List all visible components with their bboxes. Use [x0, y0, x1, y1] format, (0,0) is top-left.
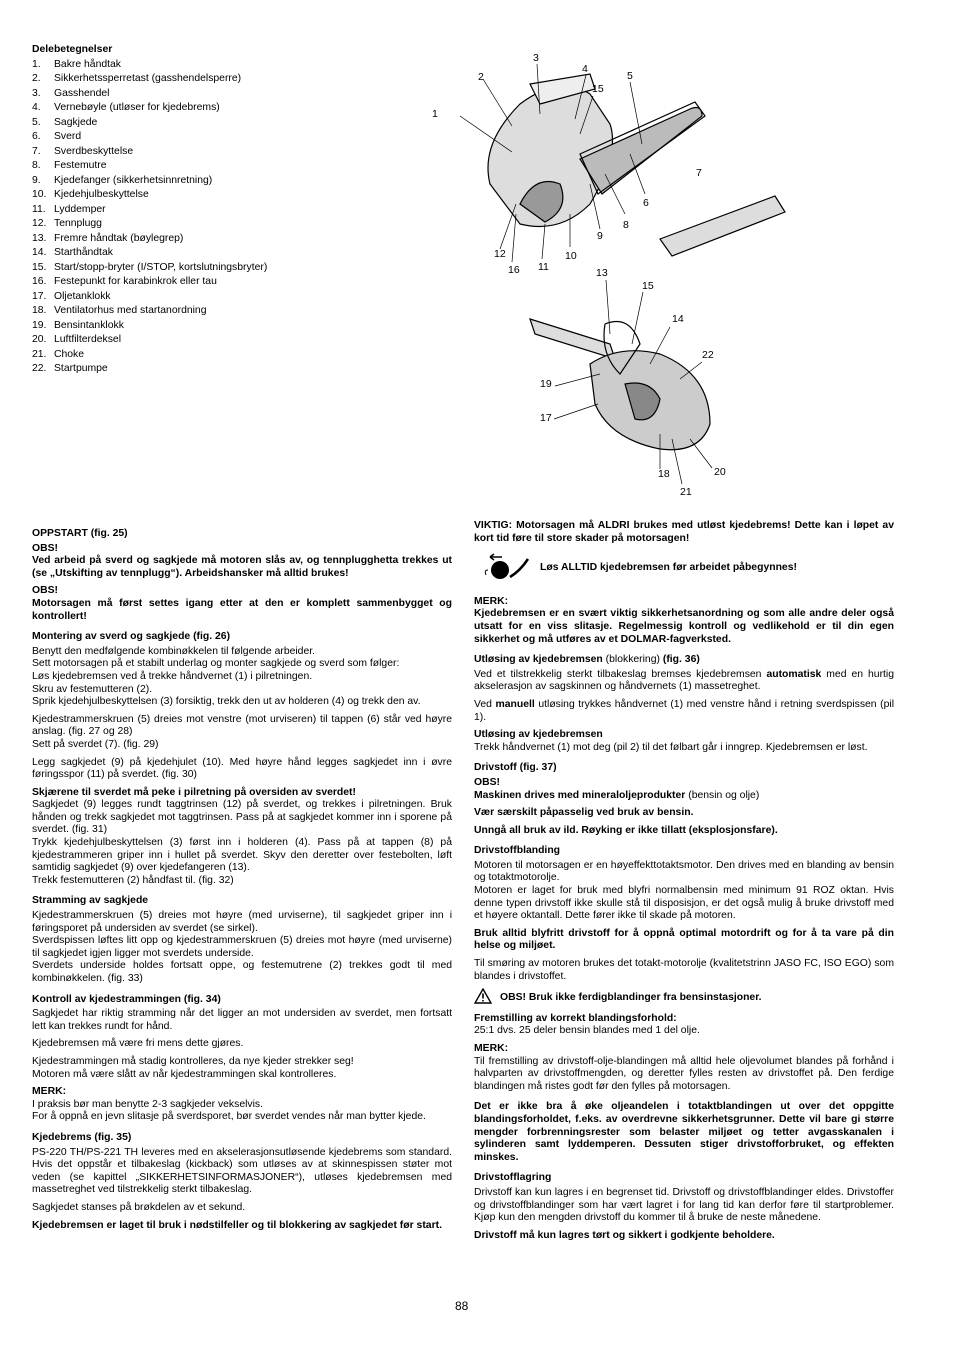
parts-list-item [32, 204, 392, 219]
merk-label: MERK: [474, 595, 509, 607]
fig-label: 19 [540, 378, 552, 390]
parts-list-item [32, 59, 392, 74]
parts-list-item [32, 334, 392, 349]
paragraph-bold: Drivstoff må kun lagres tørt og sikkert i godkjente beholdere. [474, 1229, 775, 1241]
paragraph: Motoren til motorsagen er en høyeffekttotaktsmotor. Den drives med en blanding av bensin og totaktmotorolje. Motoren er laget for bruk med blyfri normalbensin med minimum 91 ROZ oktan. Hvis denne typen drivstoff ikke skulle stå til disposisjon, er det også mulig å bruke drivstoff med et høyere oktantall. Dette fører ikke til skade på motoren. [474, 859, 894, 922]
part-name: Oljetanklokk [54, 290, 111, 302]
parts-list-item [32, 247, 392, 262]
part-name: Luftfilterdeksel [54, 334, 121, 346]
paragraph: Kjedebremsen må være fri mens dette gjøres. [32, 1038, 244, 1050]
paragraph: I praksis bør man benytte 2-3 sagkjeder vekselvis. For å oppnå en jevn slitasje på sverdsporet, bør sverdet vendes når man bytter kjede. [32, 1098, 426, 1123]
part-name: Bensintanklokk [54, 319, 124, 331]
merk-label: MERK: [474, 1043, 509, 1054]
part-number: 18. [32, 305, 47, 317]
heading-montering: Montering av sverd og sagkjede (fig. 26) [32, 631, 231, 643]
obs-text: Motorsagen må først settes igang etter at den er komplett sammenbygget og kontrollert! [32, 597, 452, 622]
parts-list-item [32, 88, 392, 103]
parts-list-item [32, 189, 392, 204]
part-number: 13. [32, 232, 47, 244]
fuel-warning-text: OBS! Bruk ikke ferdigblandinger fra bensinstasjoner. [500, 992, 762, 1004]
part-number: 19. [32, 319, 47, 331]
parts-items [32, 59, 392, 378]
parts-list-item [32, 146, 392, 161]
fig-label: 5 [627, 70, 633, 82]
part-number: 10. [32, 189, 47, 201]
left-column [32, 520, 452, 1237]
part-number: 17. [32, 290, 47, 302]
chain-brake-icon [480, 551, 532, 586]
parts-list-item [32, 175, 392, 190]
warning-triangle-icon [474, 988, 492, 1009]
fig-label: 20 [714, 466, 726, 478]
obs-label: OBS! [474, 776, 500, 788]
obs-text: Ved arbeid på sverd og sagkjede må motoren slås av, og tennplugghetta trekkes ut (se „Utskifting av tennplugg“). Arbeidshansker må alltid brukes! [32, 555, 452, 579]
chainsaw-illustration [420, 44, 940, 504]
fuel-warning-row [474, 988, 894, 1009]
fig-label: 22 [702, 349, 714, 361]
fig-label: 17 [540, 412, 552, 424]
subheading: Utløsing av kjedebremsen [474, 729, 603, 741]
paragraph [474, 699, 894, 724]
parts-title: Delebetegnelser [32, 44, 113, 55]
parts-list-item [32, 102, 392, 117]
obs-label: OBS! [32, 585, 58, 597]
paragraph: Til smøring av motoren brukes det totakt-motorolje (kvalitetstrinn JASO FC, ISO EGO) som blandes i drivstoffet. [474, 958, 894, 982]
fig-label: 1 [432, 108, 438, 120]
fig-label: 11 [538, 261, 549, 273]
parts-list-item [32, 262, 392, 277]
heading-utlosing [474, 654, 894, 667]
chainsaw-figure [420, 44, 940, 504]
parts-list [32, 44, 392, 378]
parts-list-item [32, 73, 392, 88]
fig-label: 18 [658, 468, 670, 480]
paragraph [474, 669, 894, 694]
text-run: Maskinen drives med mineraloljeprodukter [474, 789, 686, 801]
part-number: 9. [32, 174, 41, 186]
parts-list-item [32, 291, 392, 306]
paragraph-bold: Det er ikke bra å øke oljeandelen i totaktblandingen ut over det oppgitte blandingsforholdet, f.eks. av overdrevne sikkerhetsgrunner. Dette vil bare gi større mengder forbrenningsrester som belaster miljøet og tetter avgasskanalen i sylinderen samt lyddemperen. Dessuten stiger drivstofforbruket, og effekten minskes. [474, 1101, 894, 1163]
fig-label: 8 [623, 219, 629, 231]
heading-kjedebrems: Kjedebrems (fig. 35) [32, 1131, 132, 1143]
part-number: 1. [32, 58, 41, 70]
part-name: Ventilatorhus med startanordning [54, 305, 207, 317]
part-name: Kjedehjulbeskyttelse [54, 189, 149, 201]
parts-list-item [32, 131, 392, 146]
fig-label: 21 [680, 486, 692, 498]
paragraph: Kjedestrammerskruen (5) dreies mot venstre (mot urviseren) til tappen (6) står ved høyre anslag. (fig. 27 og 28) Sett på sverdet (7). (fig. 29) [32, 713, 452, 750]
heading-drivstofflagring: Drivstofflagring [474, 1172, 552, 1184]
paragraph-bold: Unngå all bruk av ild. Røyking er ikke tillatt (eksplosjonsfare). [474, 824, 778, 836]
part-number: 5. [32, 116, 41, 128]
parts-list-item [32, 233, 392, 248]
heading-part: (blokkering) [605, 654, 660, 666]
text-run: utløsing trykkes håndvernet (1) med venstre hånd i retning sverdspissen (pil 1). [474, 698, 895, 723]
part-number: 15. [32, 261, 47, 273]
text-run: Ved et tilstrekkelig sterkt tilbakeslag bremses kjedebremsen [474, 668, 762, 680]
paragraph-bold: Vær særskilt påpasselig ved bruk av bensin. [474, 807, 694, 819]
right-column [474, 520, 894, 1247]
fig-label: 16 [508, 264, 520, 276]
fig-label: 9 [597, 230, 603, 242]
heading-drivstoff: Drivstoff (fig. 37) [474, 762, 557, 774]
text-run: (bensin og olje) [688, 789, 760, 801]
part-number: 11. [32, 203, 46, 215]
part-number: 21. [32, 348, 47, 360]
part-number: 2. [32, 73, 41, 85]
text-run: med en hurtig akselerasjon av sagskinnen og håndvernets (1) massetreghet. [474, 668, 894, 693]
part-name: Vernebøyle (utløser for kjedebrems) [54, 102, 220, 114]
subheading: Fremstilling av korrekt blandingsforhold: [474, 1012, 677, 1024]
obs-label: OBS! [32, 542, 58, 554]
paragraph: Legg sagkjedet (9) på kjedehjulet (10). Med høyre hånd legges sagkjedet inn i øvre føringsspor (11) på sverdet. (fig. 30) [32, 756, 452, 781]
paragraph: Benytt den medfølgende kombinøkkelen til følgende arbeider. Sett motorsagen på et stabilt underlag og monter sagkjede og sverd som følger: Løs kjedebremsen ved å trekke håndvernet (1) i pilretningen. Skru av festemutteren (2). Sprik kjedehjulbeskyttelsen (3) forsiktig, trekk den ut av holderen (4) og trekk den av. [32, 645, 421, 708]
fig-label: 15 [642, 280, 654, 292]
paragraph-bold: Kjedebremsen er en svært viktig sikkerhetsanordning og som alle andre deler også utsatt for en viss slitasje. Regelmessig kontroll og vedlikehold er til din egen sikkerhet og må utføres av et DOLMAR-fagverksted. [474, 608, 894, 645]
paragraph: PS-220 TH/PS-221 TH leveres med en akselerasjonsutløsende kjedebrems som standard. Hvis det oppstår et tilbakeslag (kickback) som utløses av at skinnespissen støter mot veden (se kapittel „SIKKERHETSINFORMASJONER“), utløses kjedebremsen med massetreghet ved tilstrekkelig sterkt tilbakeslag. [32, 1146, 452, 1196]
part-number: 20. [32, 334, 47, 346]
part-name: Lyddemper [54, 203, 106, 215]
part-number: 4. [32, 102, 41, 114]
part-number: 14. [32, 247, 47, 259]
part-name: Bakre håndtak [54, 58, 122, 70]
merk-label: MERK: [32, 1086, 67, 1098]
paragraph: Trekk håndvernet (1) mot deg (pil 2) til det følbart går i inngrep. Kjedebremsen er løst. [474, 741, 868, 753]
part-number: 16. [32, 276, 47, 288]
part-number: 12. [32, 218, 47, 230]
parts-list-item [32, 276, 392, 291]
fig-label: 6 [643, 197, 649, 209]
fig-label: 15 [592, 83, 604, 95]
fig-label: 14 [672, 313, 684, 325]
parts-list-item [32, 305, 392, 320]
heading-drivstoffblanding: Drivstoffblanding [474, 845, 561, 857]
part-number: 6. [32, 131, 41, 143]
heading-part: Utløsing av kjedebremsen [474, 654, 603, 666]
fig-label: 10 [565, 250, 577, 262]
paragraph [474, 790, 894, 803]
page-number: 88 [455, 1299, 469, 1313]
part-name: Sikkerhetssperretast (gasshendelsperre) [54, 73, 242, 85]
paragraph: Sagkjedet (9) legges rundt taggtrinsen (12) på sverdet, og trekkes i pilretningen. Bruk hånden og trekk sagkjedet mot taggtrinsen. Pass på at sagkjedet kommer inn i sporene på sverdet. (fig. 31) Trykk kjedehjulbeskyttelsen (3) først inn i holderen (4). Pass på at tappen (8) på kjedestrammeren griper inn i hullet på sverdet. Skyv den deretter over festebolten, løft samtidig sagkjedet (9) over kjedefangeren (13). Trekk festemutteren (2) håndfast til. (fig. 32) [32, 799, 452, 886]
fig-label: 7 [696, 167, 702, 179]
fig-label: 4 [582, 63, 588, 75]
fig-label: 12 [494, 248, 506, 260]
parts-list-item [32, 320, 392, 335]
fig-label: 13 [596, 267, 608, 279]
part-name: Sverd [54, 131, 82, 143]
part-name: Starthåndtak [54, 247, 113, 259]
part-number: 22. [32, 363, 47, 375]
heading-stramming: Stramming av sagkjede [32, 895, 149, 907]
parts-list-item [32, 218, 392, 233]
part-name: Start/stopp-bryter (I/STOP, kortslutningsbryter) [54, 261, 268, 273]
note-bold: Skjærene til sverdet må peke i pilretning på oversiden av sverdet! [32, 786, 356, 798]
part-name: Kjedefanger (sikkerhetsinnretning) [54, 174, 213, 186]
text-run: manuell [495, 698, 535, 710]
paragraph: Sagkjedet stanses på brøkdelen av et sekund. [32, 1201, 246, 1213]
heading-part: (fig. 36) [662, 654, 700, 666]
heading-oppstart: OPPSTART (fig. 25) [32, 528, 128, 539]
part-name: Festemutre [54, 160, 107, 172]
paragraph-bold: Bruk alltid blyfritt drivstoff for å oppnå optimal motordrift og for å ta vare på din helse og miljøet. [474, 927, 894, 952]
part-name: Fremre håndtak (bøylegrep) [54, 232, 184, 244]
part-name: Festepunkt for karabinkrok eller tau [54, 276, 217, 288]
warning-text: VIKTIG: Motorsagen må ALDRI brukes med utløst kjedebrems! Dette kan i løpet av kort tid føre til store skader på motorsagen! [474, 520, 894, 544]
part-name: Startpumpe [54, 363, 108, 375]
part-name: Sverdbeskyttelse [54, 145, 134, 157]
parts-list-item [32, 363, 392, 378]
parts-list-item [32, 117, 392, 132]
brake-warning-text: Løs ALLTID kjedebremsen før arbeidet påbegynnes! [540, 562, 797, 574]
part-name: Gasshendel [54, 87, 110, 99]
text-run: Ved [474, 698, 492, 710]
paragraph: Kjedestrammerskruen (5) dreies mot høyre (med urviserne), til sagkjedet griper inn i føringsporet på undersiden av sverdet (se sirkel). Sverdspissen løftes litt opp og kjedestrammerskruen (5) dreies mot høyre (med urviserne) til sagkjedet igjen ligger mot sverdets underside. Sverdets underside holdes fortsatt oppe, og festemutrene (2) trekkes godt til med kombinøkkelen. (fig. 33) [32, 910, 452, 984]
part-name: Choke [54, 348, 85, 360]
paragraph: Drivstoff kan kun lagres i en begrenset tid. Drivstoff og drivstoffblandinger eldes. Drivstoffer og drivstoffblandinger som har vært lagret i for lang tid kan derfor føre til startproblemer. Kjøp kun den mengden drivstoff du kommer til å bruke de neste månedene. [474, 1186, 894, 1224]
text-run: automatisk [766, 668, 822, 680]
fig-label: 3 [533, 52, 539, 64]
paragraph-bold: Kjedebremsen er laget til bruk i nødstilfeller og til blokkering av sagkjedet før start. [32, 1219, 442, 1231]
paragraph: Til fremstilling av drivstoff-olje-blandingen må alltid hele oljevolumet blandes på forhånd i halvparten av drivstoffmengden, og deretter fylles resten av drivstoffet på. Den ferdige blandingen må ristes godt før den fylles på motorsagen. [474, 1055, 894, 1092]
parts-list-item [32, 349, 392, 364]
parts-list-item [32, 160, 392, 175]
paragraph: Sagkjedet har riktig stramming når det ligger an mot undersiden av sverdet, men fortsatt lett kan trekkes rundt for hånd. [32, 1008, 452, 1032]
paragraph: 25:1 dvs. 25 deler bensin blandes med 1 del olje. [474, 1025, 700, 1037]
part-number: 8. [32, 160, 41, 172]
part-name: Tennplugg [54, 218, 102, 230]
heading-kontroll: Kontroll av kjedestrammingen (fig. 34) [32, 993, 221, 1005]
fig-label: 2 [478, 71, 484, 83]
paragraph: Kjedestrammingen må stadig kontrolleres, da nye kjeder strekker seg! Motoren må være slått av når kjedestrammingen skal kontrolleres. [32, 1055, 354, 1080]
brake-warning-row [480, 551, 894, 586]
part-number: 3. [32, 87, 41, 99]
part-number: 7. [32, 145, 41, 157]
part-name: Sagkjede [54, 116, 98, 128]
